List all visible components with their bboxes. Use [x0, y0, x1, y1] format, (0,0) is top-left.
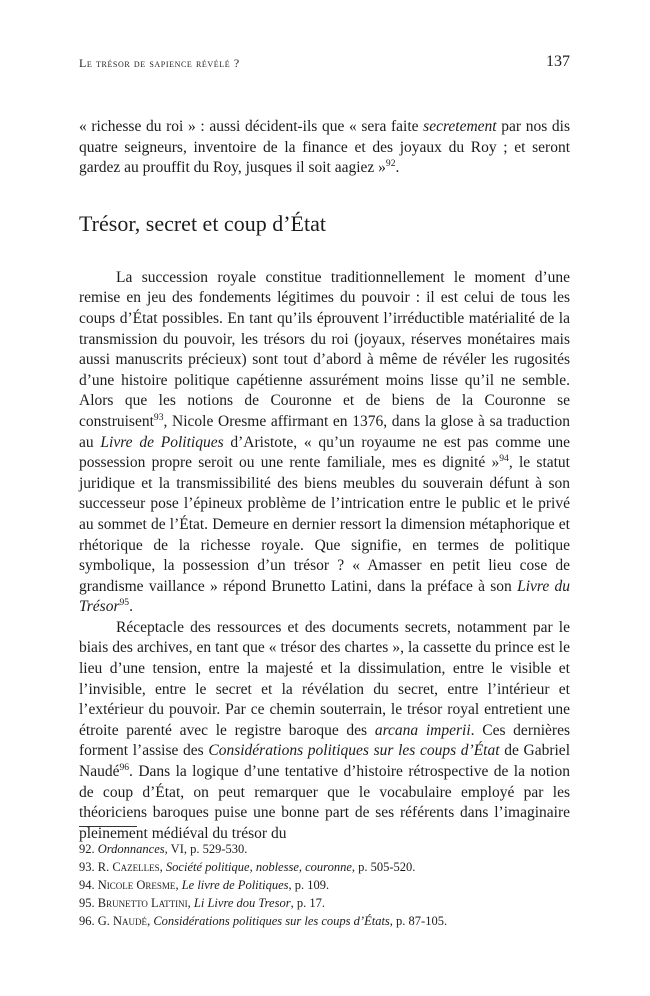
paragraph-2: Réceptacle des ressources et des documents secrets, notamment par le biais des archives, en tant que « trésor des chartes », la cassette du prince est le lieu d’une tension, entre la majesté et la dissimulation, entre le visible et l’invisible, entre le secret et la révélation du secret, entre l’intérieur et l’extérieur du pouvoir. Par ce chemin souterrain, le trésor royal entretient une étroite parenté avec le registre baroque des arcana imperii. Ces dernières forment l’assise des Considérations politiques sur les coups d’État de Gabriel Naudé$^{96}$. Dans la logique d’une tentative d’histoire rétrospective de la notion de coup d’État, on peut remarquer que le vocabulaire employé par les théoriciens baroques puise une bonne part de ses référents dans l’imaginaire pleinement médiéval du trésor du — [79, 618, 570, 842]
footnote-92: 92. Ordonnances, VI, p. 529-530. — [79, 842, 248, 856]
footnote-ref-95[interactable]: 95 — [119, 597, 130, 609]
page-number: 137 — [546, 53, 570, 70]
footnote-rule — [79, 826, 137, 827]
intro-paragraph: « richesse du roi » : aussi décident-ils que « sera faite secretement par nos dis quatre seigneurs, inventoire de la finance et des joyaux du Roy ; et seront gardez au prouffit du Roy, jusques il soit aagiez »$^{92}$. — [79, 118, 570, 177]
footnote-96: 96. G. Naudé, Considérations politiques sur les coups d’États, p. 87-105. — [79, 914, 448, 928]
footnote-95: 95. Brunetto Lattini, Li Livre dou Tresor, p. 17. — [79, 896, 325, 910]
section-heading: Trésor, secret et coup d’État — [79, 210, 326, 236]
footnote-93: 93. R. Cazelles, Société politique, noblesse, couronne, p. 505-520. — [79, 860, 416, 874]
paragraph-1: La succession royale constitue traditionnellement le moment d’une remise en jeu des fondements légitimes du pouvoir : il est celui de tous les coups d’État possibles. En tant qu’ils éprouvent l’irréductible matérialité de la transmission du pouvoir, les trésors du roi (joyaux, réserves monétaires mais aussi manuscrits précieux) sont tout d’abord à même de révéler les rugosités d’une histoire politique capétienne assurément moins lisse qu’il ne semble. Alors que les notions de Couronne et de biens de la Couronne se construisent$^{93}$, Nicole Oresme affirmant en 1376, dans la glose à sa traduction au Livre de Politiques d’Aristote, « qu’un royaume ne est pas comme une possession propre seroit ou une rente familiale, mes es dignité »$^{94}$, le statut juridique et la transmissibilité des biens meubles du souverain défunt à son successeur pose l’épineux problème de l’intrication entre le public et le privé au sommet de l’État. Demeure en dernier ressort la dimension métaphorique et rhétorique de la richesse royale. Que signifie, en termes de politique symbolique, la possession d’un trésor ? « Amasser en petit lieu cose de grandisme vaillance » répond Brunetto Latini, dans la préface à son Livre du Trésor$^{95}$. — [79, 268, 570, 616]
main-text — [79, 117, 570, 844]
footnote-ref-92[interactable]: 92 — [385, 158, 396, 170]
footnote-ref-94[interactable]: 94 — [499, 452, 509, 464]
footnote-ref-96[interactable]: 96 — [119, 761, 130, 773]
running-header — [79, 53, 570, 78]
footnotes — [79, 840, 570, 930]
footnote-ref-93[interactable]: 93 — [153, 411, 164, 423]
footnote-94: 94. Nicole Oresme, Le livre de Politiques, p. 109. — [79, 878, 330, 892]
running-title: Le trésor de sapience révélé ? — [79, 56, 240, 70]
